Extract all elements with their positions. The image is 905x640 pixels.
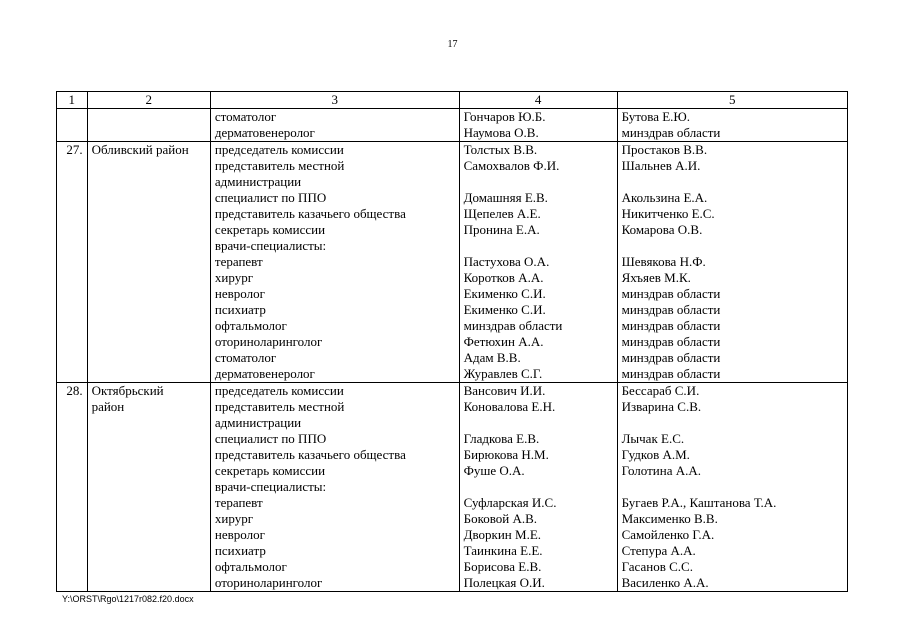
member-line: Толстых В.В. <box>463 142 538 157</box>
role-line: психиатр <box>214 543 266 558</box>
column-number-header: 5 <box>617 92 847 109</box>
district-cell <box>87 142 210 383</box>
role-cell <box>210 142 459 383</box>
member-line: Коротков А.А. <box>463 270 544 285</box>
table-row <box>57 109 848 142</box>
commission-table <box>56 91 848 592</box>
deputy-line: Василенко А.А. <box>621 575 709 590</box>
deputy-line <box>622 479 847 495</box>
role-line: врачи-специалисты: <box>214 479 327 494</box>
deputy-line: Шевякова Н.Ф. <box>621 254 706 269</box>
file-path: Y:\ORST\Rgo\1217r082.f20.docx <box>62 594 194 604</box>
deputy-line: Бутова Е.Ю. <box>621 109 691 124</box>
deputy-line <box>622 238 847 254</box>
row-number-cell <box>57 109 88 142</box>
role-line: оториноларинголог <box>214 334 323 349</box>
member-line: Фетюхин А.А. <box>463 334 544 349</box>
member-line: Гладкова Е.В. <box>463 431 540 446</box>
role-line: невролог <box>214 527 265 542</box>
deputy-line: Акользина Е.А. <box>621 190 708 205</box>
deputy-cell <box>617 142 847 383</box>
member-line: Журавлев С.Г. <box>463 366 543 381</box>
deputy-line: Простаков В.В. <box>621 142 708 157</box>
member-line: Фуше О.А. <box>463 463 525 478</box>
role-cell <box>210 109 459 142</box>
deputy-line: минздрав области <box>621 302 721 317</box>
role-line: представитель местной <box>214 399 345 414</box>
column-number-header: 4 <box>459 92 617 109</box>
district-line: Обливский район <box>91 142 189 157</box>
district-cell <box>87 383 210 592</box>
member-line: Вансович И.И. <box>463 383 546 398</box>
member-line: Екименко С.И. <box>463 302 546 317</box>
row-number-cell: 27. <box>57 142 88 383</box>
member-line: Пронина Е.А. <box>463 222 540 237</box>
deputy-line: минздрав области <box>621 366 721 381</box>
deputy-line: Голотина А.А. <box>621 463 702 478</box>
page-number: 17 <box>447 39 458 50</box>
member-line <box>464 479 617 495</box>
member-line: Пастухова О.А. <box>463 254 550 269</box>
deputy-line: Яхъяев М.К. <box>621 270 691 285</box>
member-line: Суфларская И.С. <box>463 495 557 510</box>
member-line: Наумова О.В. <box>463 125 539 140</box>
deputy-line: Лычак Е.С. <box>621 431 685 446</box>
deputy-line: Шальнев А.И. <box>621 158 701 173</box>
column-number-header: 2 <box>87 92 210 109</box>
member-line: Самохвалов Ф.И. <box>463 158 560 173</box>
role-line: врачи-специалисты: <box>214 238 327 253</box>
table-row <box>57 142 848 383</box>
deputy-cell <box>617 109 847 142</box>
district-cell <box>87 109 210 142</box>
member-line: Екименко С.И. <box>463 286 546 301</box>
deputy-line <box>622 415 847 431</box>
deputy-line <box>622 174 847 190</box>
role-line: хирург <box>214 270 254 285</box>
column-number-row <box>57 92 848 109</box>
deputy-line: Гудков А.М. <box>621 447 690 462</box>
deputy-cell <box>617 383 847 592</box>
member-line: Бирюкова Н.М. <box>463 447 549 462</box>
member-line <box>464 238 617 254</box>
role-cell <box>210 383 459 592</box>
deputy-line: Комарова О.В. <box>621 222 703 237</box>
deputy-line: Бессараб С.И. <box>621 383 700 398</box>
member-line: Гончаров Ю.Б. <box>463 109 546 124</box>
deputy-line: Степура А.А. <box>621 543 696 558</box>
deputy-line: минздрав области <box>621 334 721 349</box>
member-line: Адам В.В. <box>463 350 521 365</box>
member-cell <box>459 142 617 383</box>
member-line: Коновалова Е.Н. <box>463 399 556 414</box>
role-line: психиатр <box>214 302 266 317</box>
role-line: представитель казачьего общества <box>214 206 406 221</box>
member-cell <box>459 383 617 592</box>
role-line: хирург <box>214 511 254 526</box>
role-line: представитель казачьего общества <box>214 447 406 462</box>
table-row <box>57 383 848 592</box>
member-line <box>464 415 617 431</box>
role-line: представитель местной <box>214 158 345 173</box>
member-line: Боковой А.В. <box>463 511 538 526</box>
member-line: Щепелев А.Е. <box>463 206 541 221</box>
role-line: секретарь комиссии <box>214 463 326 478</box>
role-line: дерматовенеролог <box>214 366 315 381</box>
deputy-line: Максименко В.В. <box>621 511 718 526</box>
role-line: терапевт <box>214 254 263 269</box>
deputy-line: минздрав области <box>621 318 721 333</box>
role-line: председатель комиссии <box>214 142 344 157</box>
role-line: председатель комиссии <box>214 383 344 398</box>
role-line: секретарь комиссии <box>214 222 326 237</box>
table-body <box>57 109 848 592</box>
role-line: терапевт <box>214 495 263 510</box>
role-line: администрации <box>214 174 302 189</box>
role-line: офтальмолог <box>214 318 287 333</box>
deputy-line: минздрав области <box>621 286 721 301</box>
member-line: Полецкая О.И. <box>463 575 545 590</box>
district-line: район <box>91 399 125 414</box>
column-number-header: 1 <box>57 92 88 109</box>
role-line: администрации <box>214 415 302 430</box>
role-line: офтальмолог <box>214 559 287 574</box>
member-line: минздрав области <box>463 318 563 333</box>
member-line: Домашняя Е.В. <box>463 190 548 205</box>
member-line <box>464 174 617 190</box>
deputy-line: Гасанов С.С. <box>621 559 693 574</box>
deputy-line: минздрав области <box>621 350 721 365</box>
deputy-line: Никитченко Е.С. <box>621 206 715 221</box>
column-number-header: 3 <box>210 92 459 109</box>
deputy-line: Самойленко Г.А. <box>621 527 715 542</box>
district-line: Октябрьский <box>91 383 164 398</box>
deputy-line: Изварина С.В. <box>621 399 702 414</box>
role-line: дерматовенеролог <box>214 125 315 140</box>
role-line: специалист по ППО <box>214 431 327 446</box>
role-line: стоматолог <box>214 350 277 365</box>
role-line: оториноларинголог <box>214 575 323 590</box>
member-line: Дворкин М.Е. <box>463 527 542 542</box>
role-line: специалист по ППО <box>214 190 327 205</box>
row-number-cell: 28. <box>57 383 88 592</box>
role-line: невролог <box>214 286 265 301</box>
deputy-line: минздрав области <box>621 125 721 140</box>
member-line: Таинкина Е.Е. <box>463 543 543 558</box>
deputy-line: Бугаев Р.А., Каштанова Т.А. <box>621 495 777 510</box>
role-line: стоматолог <box>214 109 277 124</box>
member-line: Борисова Е.В. <box>463 559 542 574</box>
member-cell <box>459 109 617 142</box>
